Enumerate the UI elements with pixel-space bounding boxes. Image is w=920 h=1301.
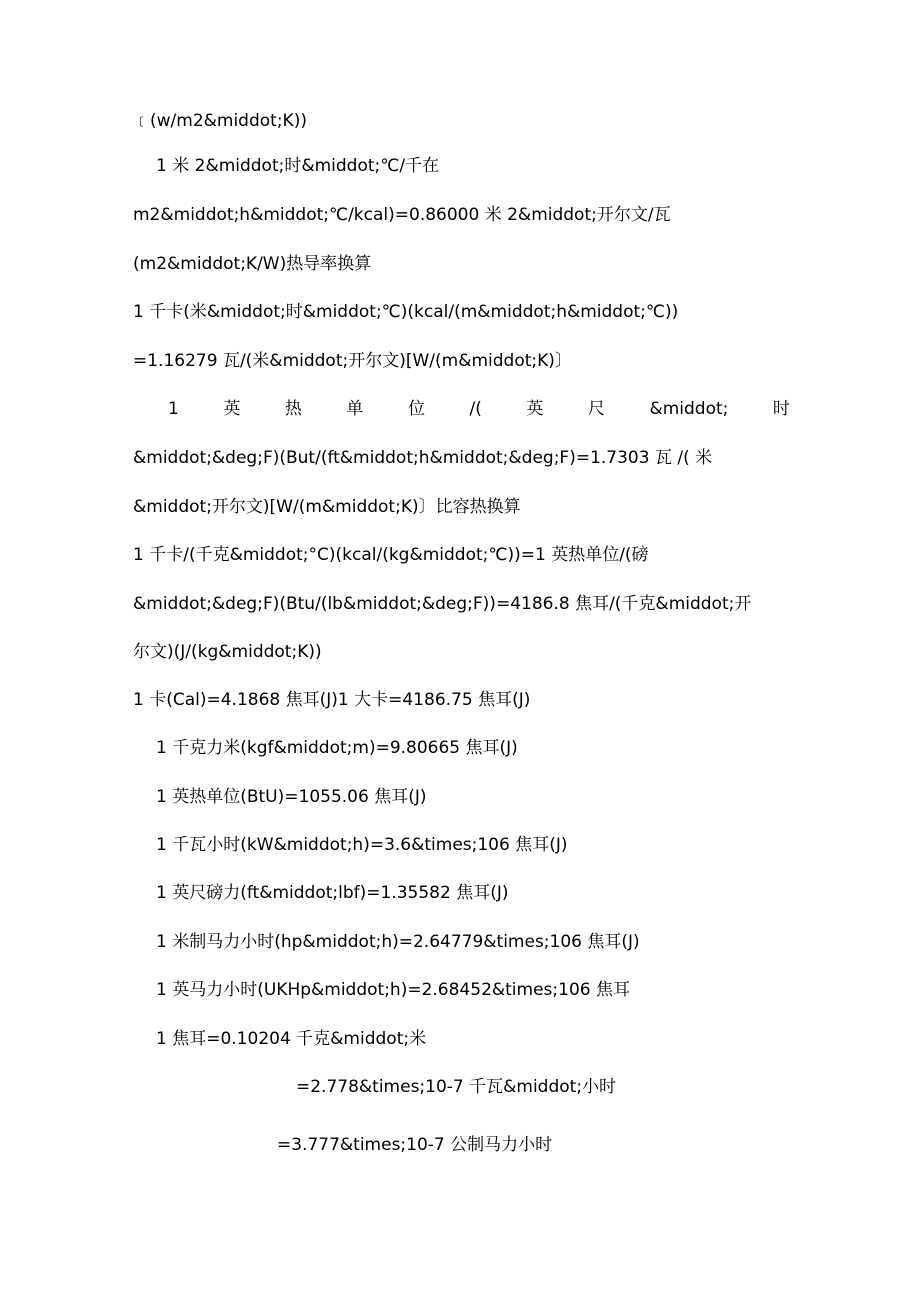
text-line-7-justified [168, 398, 790, 420]
text-line-9: &middot;开尔文)[W/(m&middot;K)〕比容热换算 [133, 497, 521, 517]
justified-word: 1 [168, 399, 179, 419]
text-line-13: 1 卡(Cal)=4.1868 焦耳(J)1 大卡=4186.75 焦耳(J) [133, 690, 531, 710]
text-line-3: m2&middot;h&middot;℃/kcal)=0.86000 米 2&middot;开尔文/瓦 [133, 205, 671, 225]
text-line-18: 1 米制马力小时(hp&middot;h)=2.64779&times;106 焦耳(J) [156, 932, 640, 952]
text-line-6: =1.16279 瓦/(米&middot;开尔文)[W/(m&middot;K)〕 [133, 351, 572, 371]
justified-word: 尺 [587, 399, 605, 419]
text-line-4: (m2&middot;K/W)热导率换算 [133, 254, 372, 274]
text-line-21: =2.778&times;10-7 千瓦&middot;小时 [296, 1077, 617, 1097]
text-line-20: 1 焦耳=0.10204 千克&middot;米 [156, 1029, 427, 1049]
text-line-8: &middot;&deg;F)(But/(ft&middot;h&middot;&deg;F)=1.7303 瓦 /( 米 [133, 448, 713, 468]
justified-word: 位 [407, 399, 425, 419]
text-line-15: 1 英热单位(BtU)=1055.06 焦耳(J) [156, 787, 427, 807]
text-line-22: =3.777&times;10-7 公制马力小时 [277, 1135, 553, 1155]
justified-word: 单 [346, 399, 364, 419]
text-line-19: 1 英马力小时(UKHp&middot;h)=2.68452&times;106 焦耳 [156, 980, 630, 1000]
justified-word: 英 [526, 399, 544, 419]
justified-word: /( [469, 399, 482, 419]
justified-word: 英 [223, 399, 241, 419]
text-line-12: 尔文)(J/(kg&middot;K)) [133, 642, 322, 662]
text-line-10: 1 千卡/(千克&middot;°C)(kcal/(kg&middot;℃))=1 英热单位/(磅 [133, 545, 649, 565]
text-line-11: &middot;&deg;F)(Btu/(lb&middot;&deg;F))=4186.8 焦耳/(千克&middot;开 [133, 594, 752, 614]
text-line-14: 1 千克力米(kgf&middot;m)=9.80665 焦耳(J) [156, 738, 518, 758]
justified-word: 时 [772, 399, 790, 419]
text-line-5: 1 千卡(米&middot;时&middot;℃)(kcal/(m&middot;h&middot;℃)) [133, 302, 679, 322]
text-line-1: ﹝(w/m2&middot;K)) [133, 111, 307, 131]
justified-word: &middot; [649, 399, 729, 419]
text-line-17: 1 英尺磅力(ft&middot;lbf)=1.35582 焦耳(J) [156, 883, 509, 903]
text-line-2: 1 米 2&middot;时&middot;℃/千在 [156, 156, 440, 176]
text-line-16: 1 千瓦小时(kW&middot;h)=3.6&times;106 焦耳(J) [156, 835, 568, 855]
justified-word: 热 [284, 399, 302, 419]
